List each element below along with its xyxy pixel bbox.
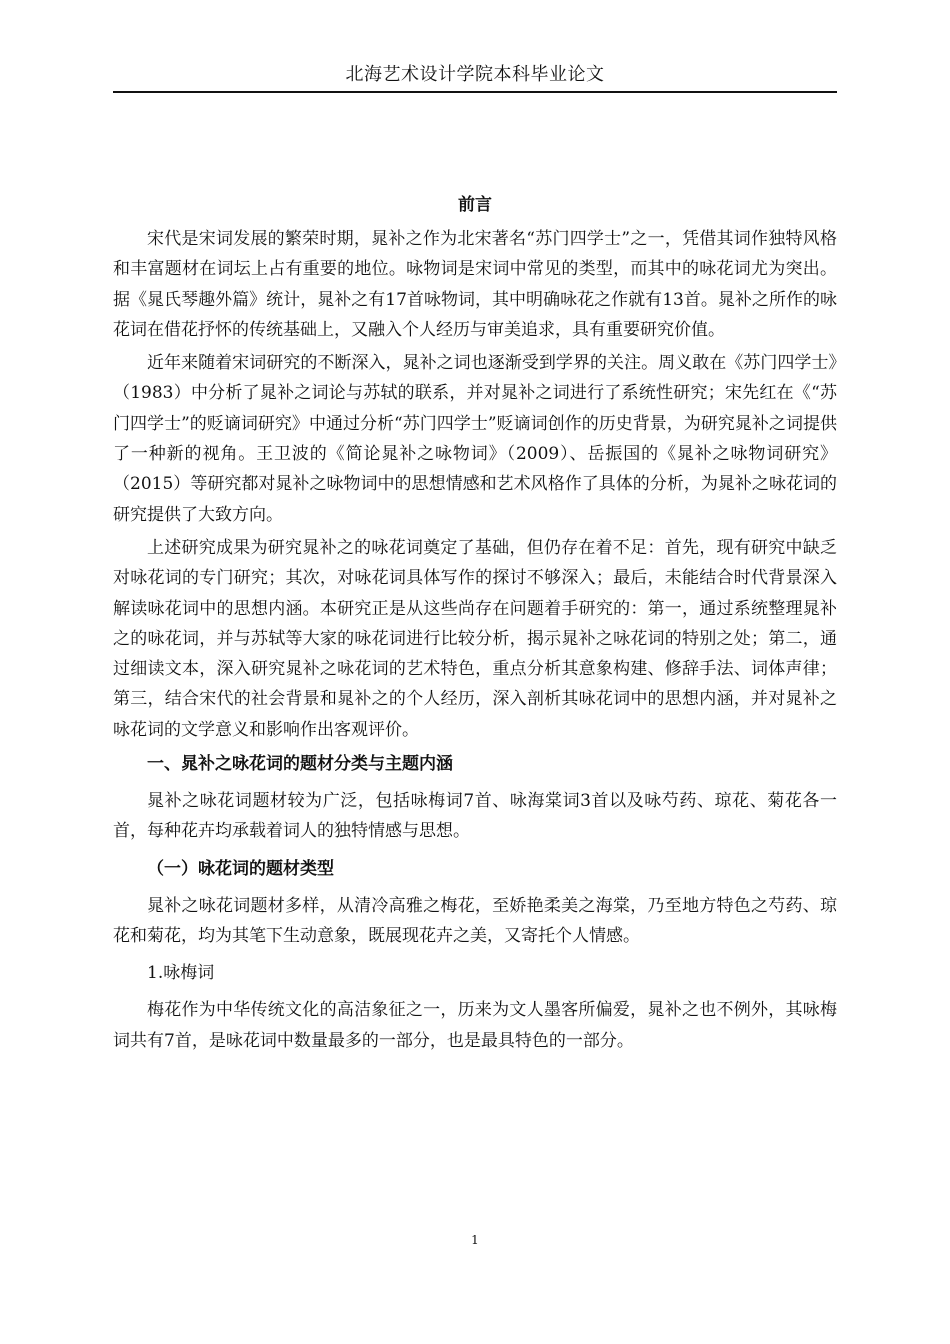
section-heading: 一、晁补之咏花词的题材分类与主题内涵 xyxy=(147,754,453,775)
paragraph: 上述研究成果为研究晁补之的咏花词奠定了基础，但仍存在着不足：首先，现有研究中缺乏对咏花词的专门研究；其次，对咏花词具体写作的探讨不够深入；最后，未能结合时代背景深入解读咏花词中的思想内涵。本研究正是从这些尚存在问题着手研究的：第一，通过系统整理晁补之的咏花词，并与苏轼等大家的咏花词进行比较分析，揭示晁补之咏花词的特别之处；第二，通过细读文本，深入研究晁补之咏花词的艺术特色，重点分析其意象构建、修辞手法、词体声律；第三，结合宋代的社会背景和晁补之的个人经历，深入剖析其咏花词中的思想内涵，并对晁补之咏花词的文学意义和影响作出客观评价。 xyxy=(113,537,837,740)
paragraph: 梅花作为中华传统文化的高洁象征之一，历来为文人墨客所偏爱，晁补之也不例外，其咏梅词共有7首，是咏花词中数量最多的一部分，也是最具特色的一部分。 xyxy=(113,1000,837,1051)
page-footer xyxy=(0,1230,950,1250)
page-header xyxy=(113,60,837,93)
item-heading: 1.咏梅词 xyxy=(147,963,215,984)
paragraph: 晁补之咏花词题材多样，从清冷高雅之梅花，至娇艳柔美之海棠，乃至地方特色之芍药、琼花和菊花，均为其笔下生动意象，既展现花卉之美，又寄托个人情感。 xyxy=(113,895,837,946)
page-number: 1 xyxy=(471,1233,479,1247)
paragraph: 近年来随着宋词研究的不断深入，晁补之词也逐渐受到学界的关注。周义敢在《苏门四学士》（1983）中分析了晁补之词论与苏轼的联系，并对晁补之词进行了系统性研究；宋先红在《“苏门四学士”的贬谪词研究》中通过分析“苏门四学士”贬谪词创作的历史背景，为研究晁补之词提供了一种新的视角。王卫波的《简论晁补之咏物词》（2009）、岳振国的《晁补之咏物词研究》（2015）等研究都对晁补之咏物词中的思想情感和艺术风格作了具体的分析，为晁补之咏花词的研究提供了大致方向。 xyxy=(113,353,837,525)
document-body xyxy=(113,189,837,1059)
document-title: 前言 xyxy=(458,195,492,215)
header-title: 北海艺术设计学院本科毕业论文 xyxy=(345,64,605,85)
subsection-heading: （一）咏花词的题材类型 xyxy=(147,858,334,879)
paragraph: 晁补之咏花词题材较为广泛，包括咏梅词7首、咏海棠词3首以及咏芍药、琼花、菊花各一首，每种花卉均承载着词人的独特情感与思想。 xyxy=(113,791,837,842)
paragraph: 宋代是宋词发展的繁荣时期，晁补之作为北宋著名“苏门四学士”之一，凭借其词作独特风格和丰富题材在词坛上占有重要的地位。咏物词是宋词中常见的类型，而其中的咏花词尤为突出。据《晁氏琴趣外篇》统计，晁补之有17首咏物词，其中明确咏花之作就有13首。晁补之所作的咏花词在借花抒怀的传统基础上，又融入个人经历与审美追求，具有重要研究价值。 xyxy=(113,229,837,340)
